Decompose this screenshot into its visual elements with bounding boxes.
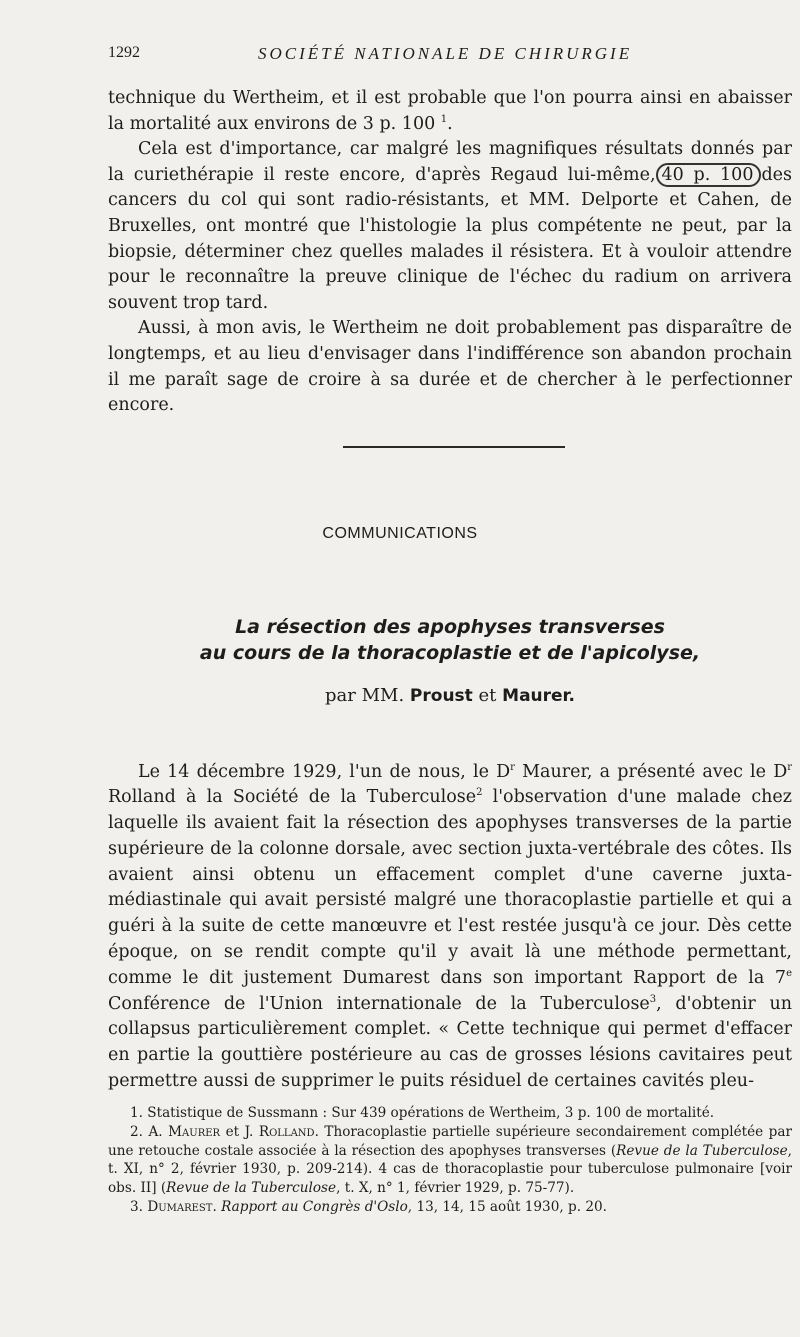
superscript: r — [510, 761, 515, 773]
paragraph — [108, 760, 792, 1095]
footnote-ref: 2 — [476, 787, 483, 799]
footnote-author: Dumarest. — [147, 1198, 217, 1215]
journal-title: Revue de la Tuberculose — [616, 1142, 788, 1159]
running-title: SOCIÉTÉ NATIONALE DE CHIRURGIE — [258, 44, 633, 63]
author-name: Proust — [409, 686, 473, 706]
footnote-text: et J. — [225, 1123, 254, 1140]
paragraph: technique du Wertheim, et il est probable que l'on pourra ainsi en abaisser la mortalité aux environs de 3 p. 100 $^1$. — [108, 88, 792, 134]
paragraph-text: l'observation d'une malade chez laquelle ils avaient fait la résection des apophyses transverses de la partie supérieure de la colonne dorsale, avec section juxta-vertébrale des côtes. Ils avaient ainsi obtenu un effacement complet d'une caverne juxta-médiastinale qui avait persisté malgré une thoracoplastie partielle et qui a guéri à la suite de cette manœuvre et l'est restée jusqu'à ce jour. Dès cette époque, on se rendit compte qu'il y avait là une méthode permettant, comme le dit justement Dumarest dans son important Rapport de la 7 — [108, 787, 792, 988]
byline — [108, 685, 792, 706]
paragraph-text: Rolland à la Société de la Tuberculose — [108, 787, 477, 808]
superscript: e — [786, 968, 792, 980]
footnote-text: , t. X, n° 1, février 1929, p. 75-77). — [336, 1180, 575, 1197]
footnote — [108, 1123, 792, 1198]
footnote: 1. Statistique de Sussmann : Sur 439 opérations de Wertheim, 3 p. 100 de mortalité. — [130, 1105, 715, 1121]
paragraph: Aussi, à mon avis, le Wertheim ne doit probablement pas disparaître de longtemps, et au lieu d'envisager dans l'indifférence son abandon prochain il me paraît sage de croire à sa durée et de chercher à le perfectionner encore. — [108, 318, 792, 416]
footnotes — [108, 1104, 792, 1217]
footnote-number: 2. A. — [130, 1123, 163, 1140]
footnote-text: , t. XI, n° 2, février 1930, p. 209-214). 4 cas de thoracoplastie pour tuberculose pulmonaire [voir obs. II] ( — [108, 1142, 792, 1197]
author-name: Maurer. — [502, 686, 575, 706]
title-line: La résection des apophyses transverses — [235, 616, 665, 638]
paragraph-text: des cancers du col qui sont radio-résistants, et MM. Delporte et Cahen, de Bruxelles, ont montré que l'histologie la plus compétente ne peut, par la biopsie, déterminer chez quelles malades il résistera. Et à vouloir attendre pour le reconnaître la preuve clinique de l'échec du radium on arrivera souvent trop tard. — [108, 164, 792, 313]
paragraph-text: Le 14 décembre 1929, l'un de nous, le D — [138, 761, 511, 782]
paragraph — [108, 137, 792, 316]
footnote-author: Maurer — [168, 1123, 221, 1140]
section-divider — [343, 446, 565, 448]
paragraph-text: technique du Wertheim, et il est probable que l'on pourra ainsi en abaisser la mortalité aux environs de 3 p. 100 — [108, 88, 792, 134]
footnote-text: Thoracoplastie partielle supérieure secondairement complétée par une retouche costale associée à la résection des apophyses transverses ( — [108, 1123, 792, 1159]
paragraph-text: , d'obtenir un collapsus particulièrement complet. « Cette technique qui permet d'effacer en partie la gouttière postérieure au cas de grosses lésions cavitaires peut permettre aussi de supprimer le puits résiduel de certaines cavités pleu- — [108, 993, 793, 1092]
circled-annotation: 40 p. 100 — [656, 163, 762, 187]
article-title — [108, 614, 792, 666]
section-heading: COMMUNICATIONS — [322, 525, 478, 542]
byline-and: et — [478, 685, 497, 706]
paragraph-text: Conférence de l'Union internationale de la Tuberculose — [108, 993, 650, 1014]
byline-prefix: par MM. — [325, 685, 405, 706]
superscript: r — [787, 761, 793, 773]
footnote-ref: 1 — [440, 113, 448, 125]
footnote — [108, 1198, 792, 1217]
report-title: Rapport au Congrès d'Oslo — [221, 1198, 408, 1215]
continuation-text — [108, 86, 792, 419]
footnote-number: 3. — [130, 1198, 143, 1215]
page-number: 1292 — [108, 44, 140, 61]
article-body — [108, 742, 792, 1112]
title-line: au cours de la thoracoplastie et de l'apicolyse, — [199, 642, 701, 664]
paragraph-text: Maurer, a présenté avec le D — [514, 761, 788, 782]
footnote-ref: 3 — [649, 993, 657, 1005]
journal-title: Revue de la Tuberculose — [166, 1180, 337, 1197]
footnote-text: , 13, 14, 15 août 1930, p. 20. — [407, 1198, 607, 1215]
paragraph-text: Cela est d'importance, car malgré les magnifiques résultats donnés par la curiethérapie il reste encore, d'après Regaud lui-même, — [108, 139, 792, 185]
footnote-author: Rolland. — [258, 1123, 319, 1140]
running-header — [108, 44, 760, 68]
